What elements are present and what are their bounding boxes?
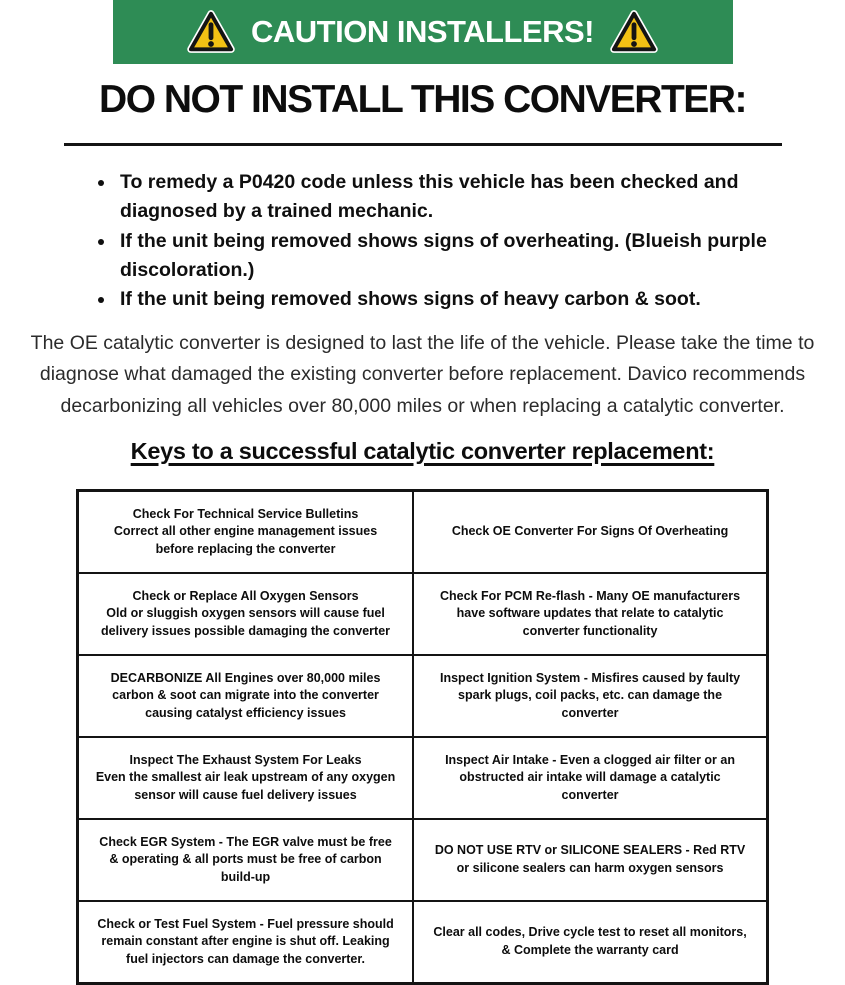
table-row — [78, 573, 768, 655]
cell-line: Check For Technical Service Bulletins — [132, 506, 359, 521]
table-cell — [413, 655, 767, 737]
cell-line: Check or Test Fuel System - Fuel pressure should remain constant after engine is shut off. Leaking fuel injectors can damage the converter. — [97, 916, 394, 966]
cell-line: Old or sluggish oxygen sensors will cause fuel delivery issues possible damaging the converter — [101, 606, 391, 638]
cell-line: Check For PCM Re-flash - Many OE manufacturers have software updates that relate to catalytic converter functionality — [440, 588, 741, 638]
table-cell — [78, 819, 414, 901]
warning-triangle-icon — [610, 10, 658, 54]
cell-line: DO NOT USE RTV or SILICONE SEALERS - Red RTV or silicone sealers can harm oxygen sensors — [434, 843, 746, 875]
table-row — [78, 655, 768, 737]
table-cell — [413, 819, 767, 901]
table-cell — [78, 901, 414, 984]
table-cell — [413, 737, 767, 819]
cell-line: Correct all other engine management issues before replacing the converter — [113, 524, 378, 556]
cell-line: Clear all codes, Drive cycle test to reset all monitors, & Complete the warranty card — [433, 925, 747, 957]
cell-line: Inspect The Exhaust System For Leaks — [129, 752, 362, 767]
cell-line: Check EGR System - The EGR valve must be free & operating & all ports must be free of carbon build-up — [99, 834, 392, 884]
cell-line: Even the smallest air leak upstream of any oxygen sensor will cause fuel delivery issues — [95, 770, 396, 802]
table-cell — [413, 573, 767, 655]
warning-list — [80, 168, 785, 314]
tips-table — [76, 489, 769, 985]
intro-paragraph: The OE catalytic converter is designed to last the life of the vehicle. Please take the time to diagnose what damaged the existing converter before replacement. Davico recommends decarbonizing all vehicles over 80,000 miles or when replacing a catalytic converter. — [30, 332, 815, 417]
table-row — [78, 819, 768, 901]
table-row — [78, 901, 768, 984]
table-cell — [413, 901, 767, 984]
table-cell — [413, 490, 767, 573]
table-cell — [78, 655, 414, 737]
table-row — [78, 737, 768, 819]
list-item: • To remedy a P0420 code unless this vehicle has been checked and diagnosed by a trained mechanic. — [116, 168, 785, 227]
cell-line: Check OE Converter For Signs Of Overheating — [451, 524, 729, 539]
cell-line: Inspect Air Intake - Even a clogged air filter or an obstructed air intake will damage a catalytic converter — [445, 752, 735, 802]
main-heading: DO NOT INSTALL THIS CONVERTER: — [99, 78, 746, 121]
warning-triangle-icon — [187, 10, 235, 54]
cell-line: DECARBONIZE All Engines over 80,000 miles carbon & soot can migrate into the converter causing catalyst efficiency issues — [110, 670, 381, 720]
cell-line: Check or Replace All Oxygen Sensors — [132, 588, 359, 603]
caution-banner — [113, 0, 733, 64]
table-cell — [78, 573, 414, 655]
list-item: • If the unit being removed shows signs of heavy carbon & soot. — [116, 285, 785, 314]
list-item: • If the unit being removed shows signs of overheating. (Blueish purple discoloration.) — [116, 227, 785, 286]
divider-line — [64, 143, 782, 146]
banner-title: CAUTION INSTALLERS! — [251, 14, 594, 49]
table-cell — [78, 737, 414, 819]
cell-line: Inspect Ignition System - Misfires caused by faulty spark plugs, coil packs, etc. can damage the converter — [440, 670, 741, 720]
table-row — [78, 490, 768, 573]
keys-heading: Keys to a successful catalytic converter replacement: — [130, 437, 715, 464]
table-cell — [78, 490, 414, 573]
